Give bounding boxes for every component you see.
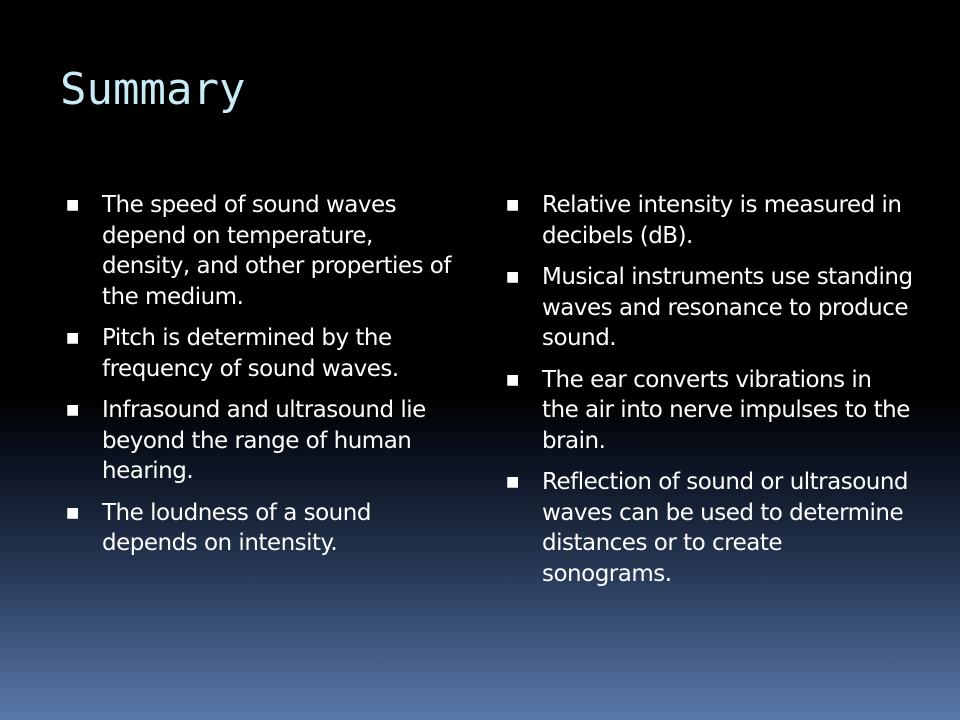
bullet-text: The speed of sound waves depend on temperature, density, and other properties of the medium. xyxy=(102,192,451,310)
square-bullet-icon: ■ xyxy=(506,474,519,490)
list-item xyxy=(64,323,464,384)
right-bullet-list xyxy=(504,190,914,600)
bullet-text: Infrasound and ultrasound lie beyond the range of human hearing. xyxy=(102,397,426,484)
square-bullet-icon: ■ xyxy=(506,371,519,388)
list-item xyxy=(504,262,914,354)
square-bullet-icon: ■ xyxy=(66,402,79,418)
square-bullet-icon: ■ xyxy=(506,197,519,213)
bullet-text: Musical instruments use standing waves and resonance to produce sound. xyxy=(542,264,913,351)
list-item xyxy=(504,467,914,589)
bullet-text: The loudness of a sound depends on intensity. xyxy=(102,499,371,556)
slide-title: Summary xyxy=(60,64,246,115)
square-bullet-icon: ■ xyxy=(66,330,79,346)
bullet-text: Pitch is determined by the frequency of sound waves. xyxy=(102,325,399,382)
list-item xyxy=(504,365,914,457)
list-item xyxy=(504,190,914,251)
list-item xyxy=(64,498,464,559)
bullet-text: Reflection of sound or ultrasound waves can be used to determine distances or to create sonograms. xyxy=(542,469,909,587)
left-bullet-list xyxy=(64,190,464,570)
bullet-text: Relative intensity is measured in decibels (dB). xyxy=(542,192,902,249)
list-item xyxy=(64,395,464,487)
list-item xyxy=(64,190,464,312)
square-bullet-icon: ■ xyxy=(506,269,519,285)
square-bullet-icon: ■ xyxy=(66,197,79,213)
bullet-text: The ear converts vibrations in the air into nerve impulses to the brain. xyxy=(542,366,910,454)
square-bullet-icon: ■ xyxy=(66,504,79,521)
